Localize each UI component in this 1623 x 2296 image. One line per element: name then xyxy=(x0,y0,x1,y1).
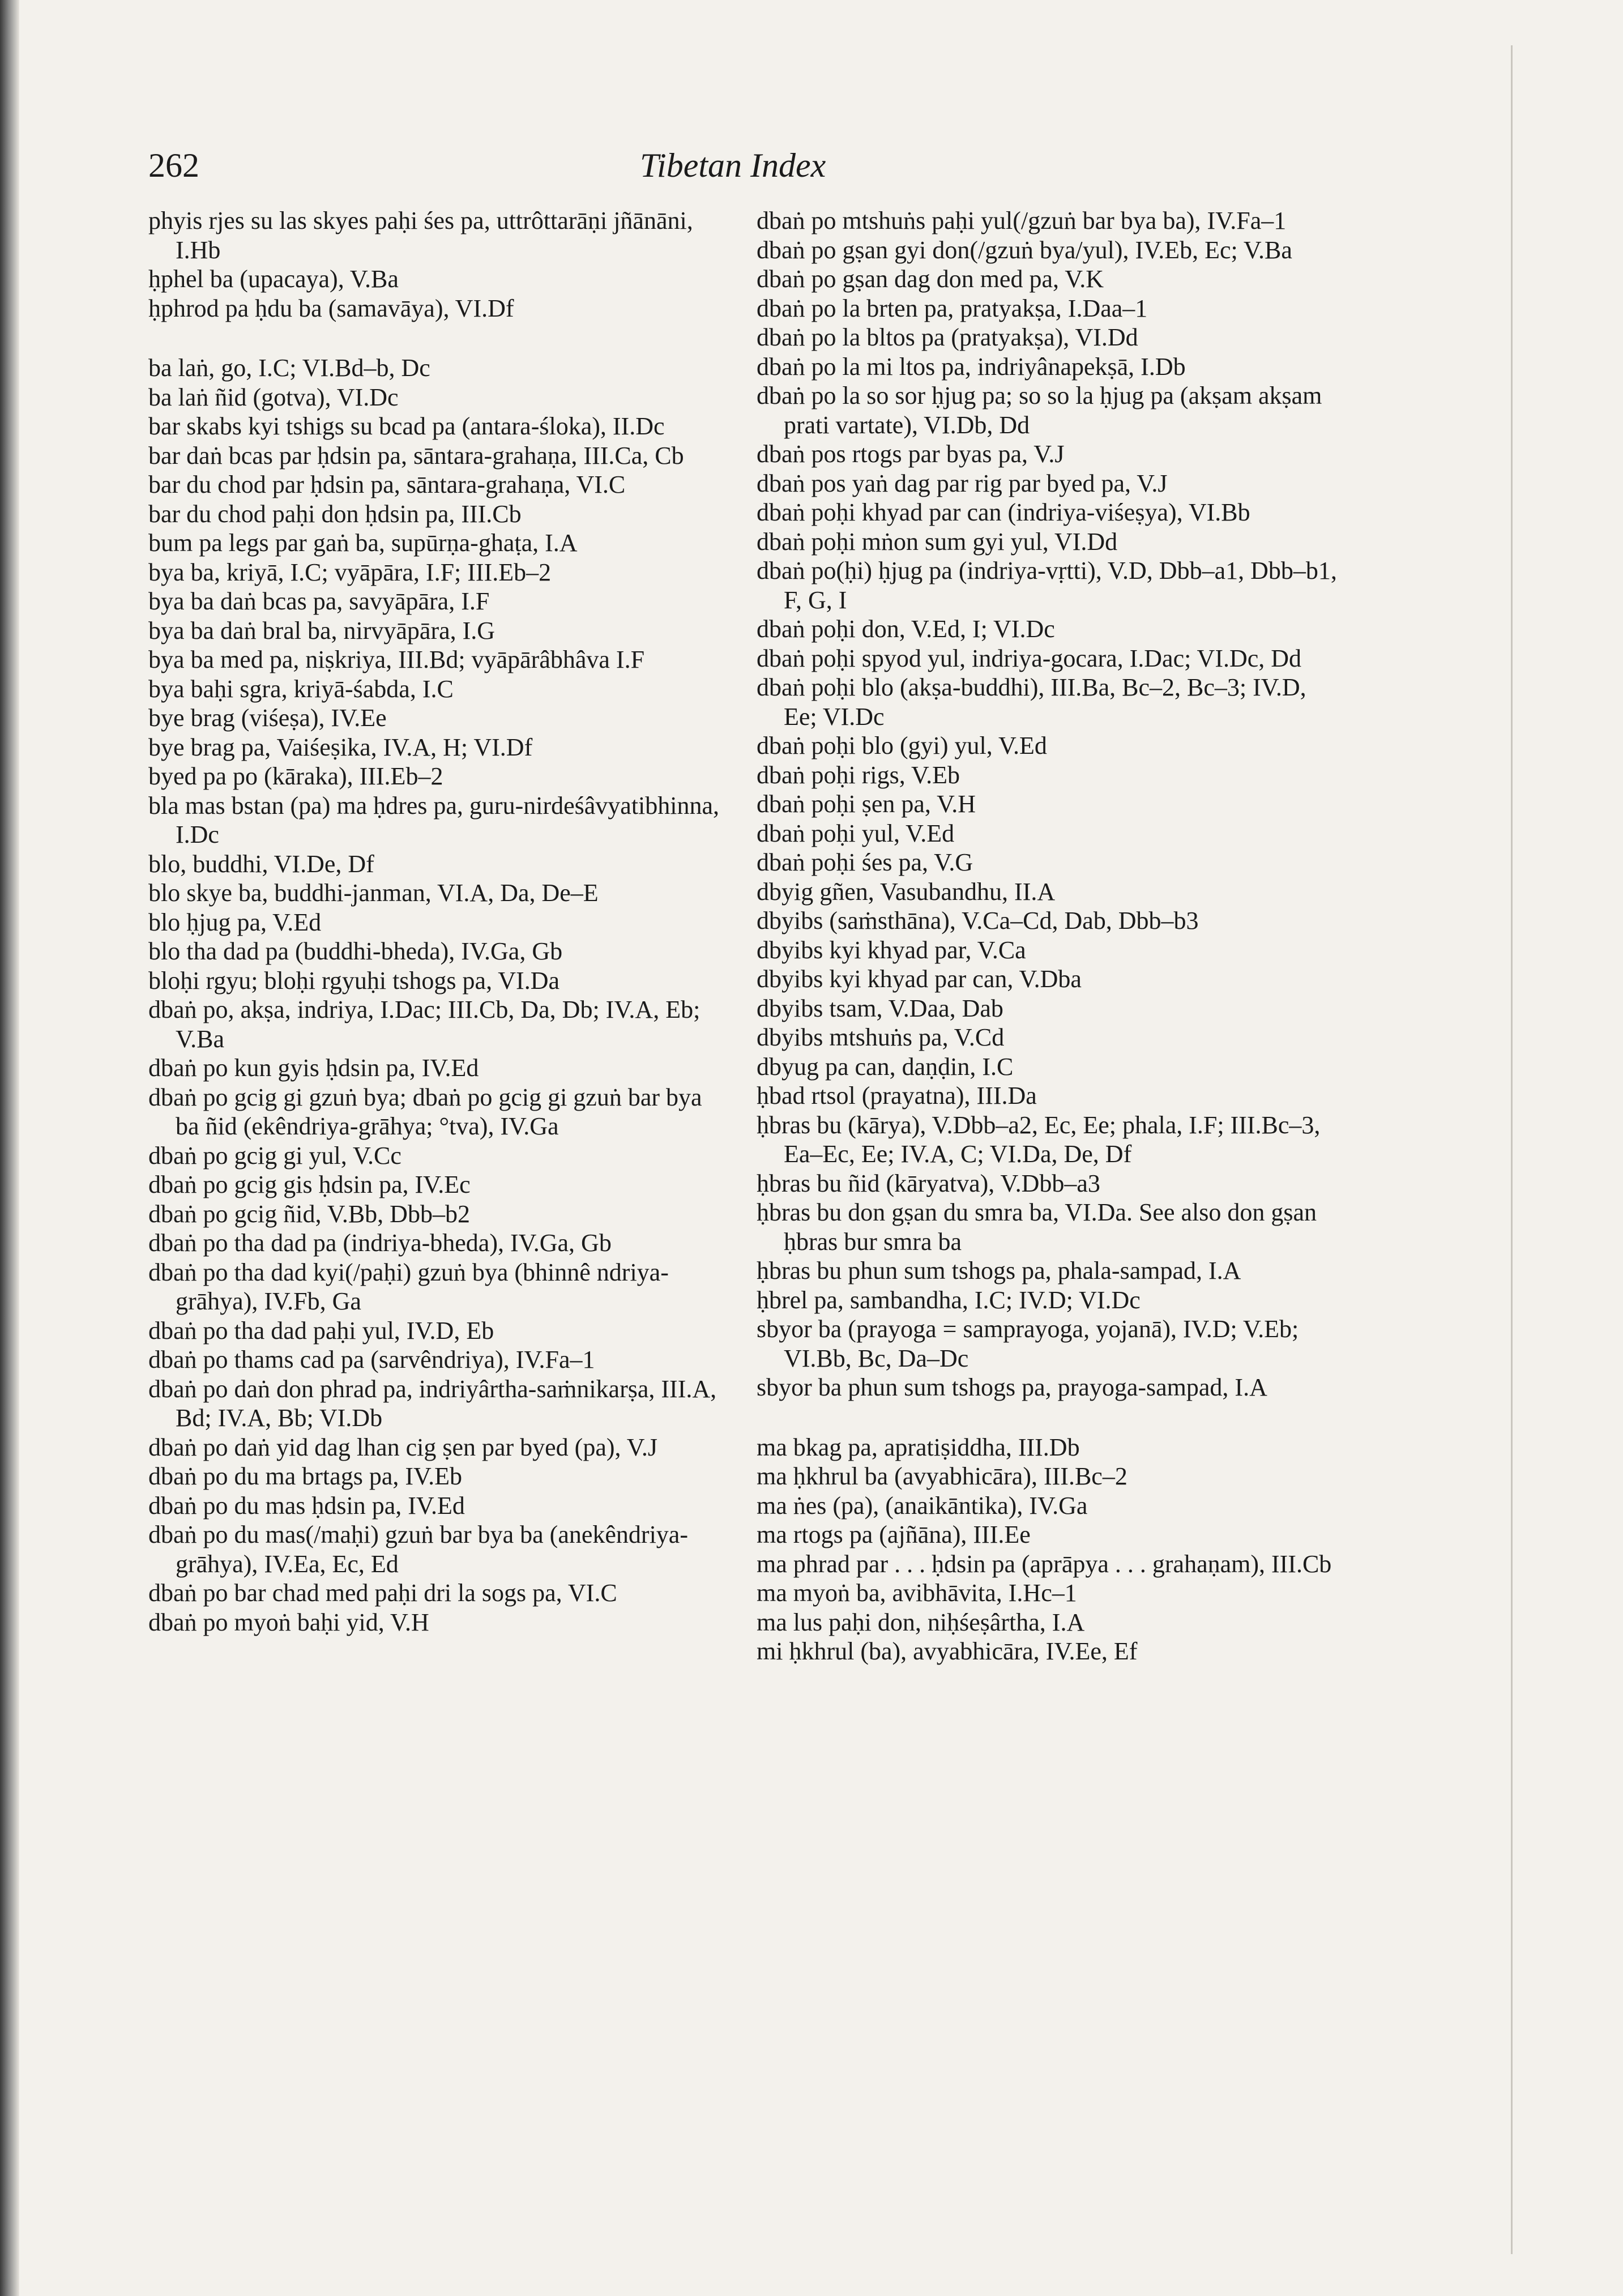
index-entry: bloḥi rgyu; bloḥi rgyuḥi tshogs pa, VI.Da xyxy=(148,966,559,995)
index-entry: dbaṅ poḥi śes pa, V.G xyxy=(757,848,973,876)
page-fold-line xyxy=(1511,45,1513,2254)
index-entry: bar du chod par ḥdsin pa, sāntara-grahaṇa, VI.C xyxy=(148,471,626,498)
index-entry: ma phrad par . . . ḥdsin pa (aprāpya . . . grahaṇam), III.Cb xyxy=(757,1550,1332,1578)
index-entry: ḥphrod pa ḥdu ba (samavāya), VI.Df xyxy=(148,294,514,322)
index-entry: bye brag pa, Vaiśeṣika, IV.A, H; VI.Df xyxy=(148,733,533,761)
index-entry: bya ba, kriyā, I.C; vyāpāra, I.F; III.Eb–2 xyxy=(148,558,552,586)
section-gap xyxy=(148,323,732,353)
index-entry: ma bkag pa, apratiṣiddha, III.Db xyxy=(757,1433,1080,1461)
index-entry: bar daṅ bcas par ḥdsin pa, sāntara-grahaṇa, III.Ca, Cb xyxy=(148,441,684,470)
index-entry: dbaṅ poḥi ṣen pa, V.H xyxy=(757,790,976,818)
index-entry: dbaṅ pos rtogs par byas pa, V.J xyxy=(757,440,1065,468)
index-entry: dbaṅ po tha dad paḥi yul, IV.D, Eb xyxy=(148,1316,494,1345)
index-entry: bum pa legs par gaṅ ba, supūrṇa-ghaṭa, I.A xyxy=(148,529,578,557)
index-entry: dbyibs mtshuṅs pa, V.Cd xyxy=(757,1023,1005,1051)
index-entry: dbaṅ pos yaṅ dag par rig par byed pa, V.J xyxy=(757,469,1168,497)
index-entry: dbaṅ po la brten pa, pratyakṣa, I.Daa–1 xyxy=(757,294,1148,322)
index-entry: dbaṅ poḥi rigs, V.Eb xyxy=(757,761,960,789)
index-entry: ḥbras bu don gṣan du smra ba, VI.Da. See also don gṣan ḥbras bur smra ba xyxy=(757,1198,1317,1256)
index-entry: ma myoṅ ba, avibhāvita, I.Hc–1 xyxy=(757,1579,1077,1607)
index-entry: dbaṅ po gcig ñid, V.Bb, Dbb–b2 xyxy=(148,1200,470,1228)
index-entry: bya baḥi sgra, kriyā-śabda, I.C xyxy=(148,675,454,703)
index-entry: dbyug pa can, daṇḍin, I.C xyxy=(757,1052,1014,1081)
index-entry: blo ḥjug pa, V.Ed xyxy=(148,908,322,936)
index-entry: dbaṅ po, akṣa, indriya, I.Dac; III.Cb, Da, Db; IV.A, Eb; V.Ba xyxy=(148,996,701,1053)
index-entry: dbyibs tsam, V.Daa, Dab xyxy=(757,994,1003,1022)
index-entry: dbaṅ po la so sor ḥjug pa; so so la ḥjug pa (akṣam akṣam prati vartate), VI.Db, Dd xyxy=(757,382,1322,439)
index-entry: dbaṅ poḥi don, V.Ed, I; VI.Dc xyxy=(757,615,1055,643)
index-entry: dbaṅ poḥi mṅon sum gyi yul, VI.Dd xyxy=(757,527,1118,556)
index-entry: dbaṅ po myoṅ baḥi yid, V.H xyxy=(148,1608,429,1636)
index-entry: bla mas bstan (pa) ma ḥdres pa, guru-nirdeśâvyatibhinna, I.Dc xyxy=(148,791,720,848)
index-entry: bya ba daṅ bral ba, nirvyāpāra, I.G xyxy=(148,616,496,645)
index-entry: bye brag (viśeṣa), IV.Ee xyxy=(148,704,387,732)
index-entry: dbaṅ poḥi blo (akṣa-buddhi), III.Ba, Bc–2, Bc–3; IV.D, Ee; VI.Dc xyxy=(757,673,1306,731)
index-entry: dbaṅ po gcig gi gzuṅ bya; dbaṅ po gcig gi gzuṅ bar bya ba ñid (ekêndriya-grāhya; °tva), IV.Ga xyxy=(148,1083,702,1140)
index-entry: dbaṅ po gṣan dag don med pa, V.K xyxy=(757,265,1104,293)
page-number: 262 xyxy=(148,147,199,184)
index-entry: dbaṅ poḥi yul, V.Ed xyxy=(757,819,955,847)
index-entry: dbaṅ po tha dad pa (indriya-bheda), IV.Ga, Gb xyxy=(148,1229,612,1257)
index-entry: phyis rjes su las skyes paḥi śes pa, uttrôttarāṇi jñānāni, I.Hb xyxy=(148,207,693,264)
index-entry: dbaṅ poḥi blo (gyi) yul, V.Ed xyxy=(757,732,1047,759)
section-gap xyxy=(757,1402,1340,1433)
index-entry: dbyig gñen, Vasubandhu, II.A xyxy=(757,877,1056,906)
index-entry: dbaṅ po du mas(/maḥi) gzuṅ bar bya ba (anekêndriya-grāhya), IV.Ea, Ec, Ed xyxy=(148,1521,688,1578)
index-entry: bar skabs kyi tshigs su bcad pa (antara-śloka), II.Dc xyxy=(148,412,665,440)
index-entry: blo skye ba, buddhi-janman, VI.A, Da, De–E xyxy=(148,879,599,907)
index-entry: dbyibs kyi khyad par, V.Ca xyxy=(757,936,1026,964)
index-entry: dbyibs kyi khyad par can, V.Dba xyxy=(757,965,1082,993)
index-entry: dbaṅ po daṅ yid dag lhan cig ṣen par byed (pa), V.J xyxy=(148,1433,657,1461)
index-entry: dbyibs (saṁsthāna), V.Ca–Cd, Dab, Dbb–b3 xyxy=(757,907,1199,934)
index-entry: ḥphel ba (upacaya), V.Ba xyxy=(148,265,399,293)
index-entry: sbyor ba (prayoga = samprayoga, yojanā), IV.D; V.Eb; VI.Bb, Bc, Da–Dc xyxy=(757,1315,1299,1372)
index-entry: dbaṅ po gcig gis ḥdsin pa, IV.Ec xyxy=(148,1171,471,1198)
index-entry: byed pa po (kāraka), III.Eb–2 xyxy=(148,762,443,790)
index-entry: blo, buddhi, VI.De, Df xyxy=(148,850,374,878)
index-entry: ba laṅ ñid (gotva), VI.Dc xyxy=(148,383,399,411)
index-entry: bya ba med pa, niṣkriya, III.Bd; vyāpārâbhâva I.F xyxy=(148,646,645,673)
index-entry: bya ba daṅ bcas pa, savyāpāra, I.F xyxy=(148,587,490,615)
index-entry: ma rtogs pa (ajñāna), III.Ee xyxy=(757,1521,1031,1548)
index-entry: blo tha dad pa (buddhi-bheda), IV.Ga, Gb xyxy=(148,937,563,965)
index-entry: ma lus paḥi don, niḥśeṣârtha, I.A xyxy=(757,1608,1085,1636)
index-entry: ḥbras bu ñid (kāryatva), V.Dbb–a3 xyxy=(757,1169,1100,1197)
index-entry: dbaṅ po la bltos pa (pratyakṣa), VI.Dd xyxy=(757,323,1138,351)
index-entry: dbaṅ po gcig gi yul, V.Cc xyxy=(148,1141,402,1170)
index-column-left xyxy=(148,206,732,1637)
index-entry: ma ṅes (pa), (anaikāntika), IV.Ga xyxy=(757,1491,1088,1520)
index-entry: dbaṅ po daṅ don phrad pa, indriyârtha-saṁnikarṣa, III.A, Bd; IV.A, Bb; VI.Db xyxy=(148,1375,717,1432)
index-entry: dbaṅ poḥi khyad par can (indriya-viśeṣya), VI.Bb xyxy=(757,498,1250,526)
page-edge-shadow xyxy=(0,0,19,2296)
index-entry: ḥbrel pa, sambandha, I.C; IV.D; VI.Dc xyxy=(757,1286,1141,1314)
index-entry: dbaṅ po du ma brtags pa, IV.Eb xyxy=(148,1462,462,1490)
index-entry: dbaṅ po thams cad pa (sarvêndriya), IV.Fa–1 xyxy=(148,1346,595,1373)
index-entry: sbyor ba phun sum tshogs pa, prayoga-sampad, I.A xyxy=(757,1373,1267,1401)
index-entry: ḥbras bu (kārya), V.Dbb–a2, Ec, Ee; phala, I.F; III.Bc–3, Ea–Ec, Ee; IV.A, C; VI.Da, De, Df xyxy=(757,1111,1321,1168)
index-entry: bar du chod paḥi don ḥdsin pa, III.Cb xyxy=(148,500,522,528)
index-entry: ma ḥkhrul ba (avyabhicāra), III.Bc–2 xyxy=(757,1462,1127,1490)
index-entry: dbaṅ po tha dad kyi(/paḥi) gzuṅ bya (bhinnê ndriya-grāhya), IV.Fb, Ga xyxy=(148,1258,669,1315)
index-entry: ḥbad rtsol (prayatna), III.Da xyxy=(757,1082,1037,1109)
index-entry: mi ḥkhrul (ba), avyabhicāra, IV.Ee, Ef xyxy=(757,1637,1138,1665)
running-title: Tibetan Index xyxy=(640,147,826,184)
index-entry: dbaṅ po kun gyis ḥdsin pa, IV.Ed xyxy=(148,1054,479,1082)
index-entry: dbaṅ poḥi spyod yul, indriya-gocara, I.Dac; VI.Dc, Dd xyxy=(757,644,1302,672)
index-entry: ba laṅ, go, I.C; VI.Bd–b, Dc xyxy=(148,354,430,382)
index-entry: ḥbras bu phun sum tshogs pa, phala-sampad, I.A xyxy=(757,1257,1241,1284)
index-entry: dbaṅ po(ḥi) ḥjug pa (indriya-vṛtti), V.D, Dbb–a1, Dbb–b1, F, G, I xyxy=(757,557,1337,614)
index-entry: dbaṅ po la mi ltos pa, indriyânapekṣā, I.Db xyxy=(757,352,1186,381)
index-entry: dbaṅ po du mas ḥdsin pa, IV.Ed xyxy=(148,1491,465,1520)
index-column-right xyxy=(757,206,1340,1666)
index-entry: dbaṅ po bar chad med paḥi dri la sogs pa, VI.C xyxy=(148,1579,617,1607)
index-entry: dbaṅ po gṣan gyi don(/gzuṅ bya/yul), IV.Eb, Ec; V.Ba xyxy=(757,236,1292,264)
index-entry: dbaṅ po mtshuṅs paḥi yul(/gzuṅ bar bya ba), IV.Fa–1 xyxy=(757,207,1287,234)
